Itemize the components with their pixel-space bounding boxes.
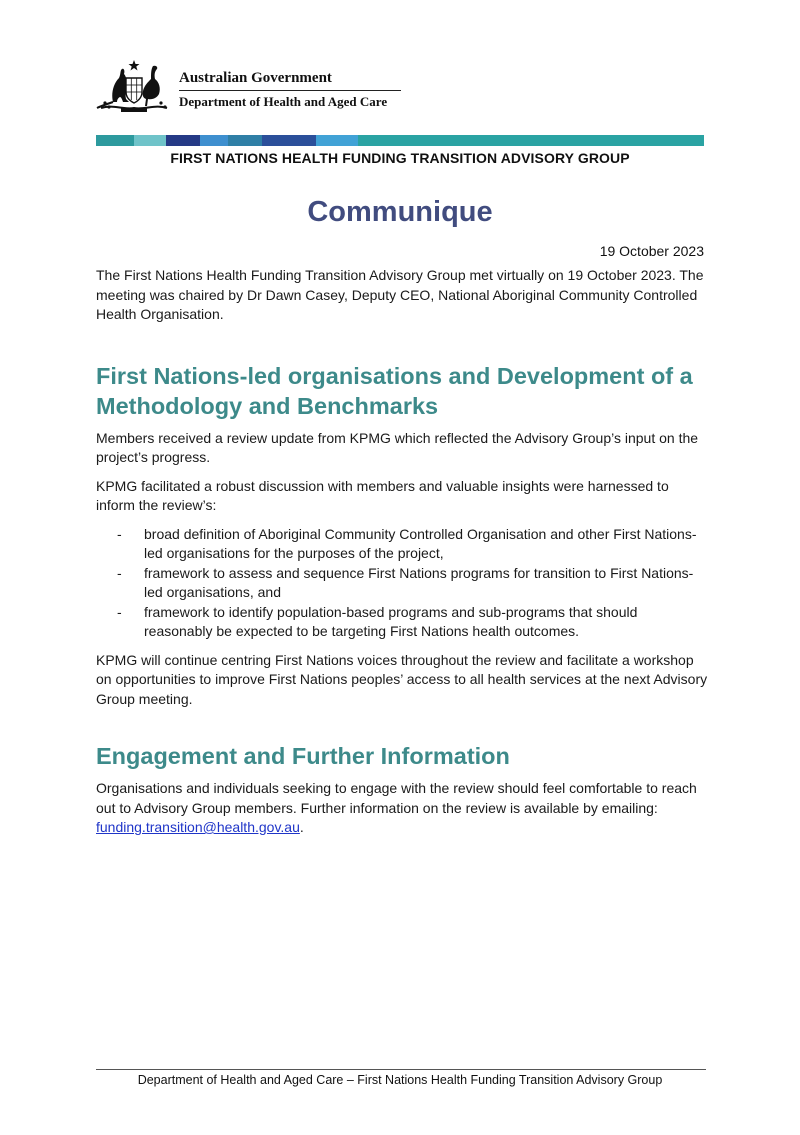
section-heading-methodology: First Nations-led organisations and Development of a Methodology and Benchmarks <box>96 362 693 419</box>
bullet-marker: - <box>117 564 122 581</box>
group-title: FIRST NATIONS HEALTH FUNDING TRANSITION ADVISORY GROUP <box>170 150 630 166</box>
list-item <box>96 564 708 603</box>
engagement-paragraph <box>96 779 708 838</box>
band-segment <box>166 135 200 146</box>
footer-divider <box>96 1069 706 1070</box>
colour-band <box>96 135 704 146</box>
band-segment <box>200 135 228 146</box>
paragraph: KPMG will continue centring First Nations voices throughout the review and facilitate a workshop on opportunities to improve First Nations peoples’ access to all health services at the next Advisory Group meeting. <box>96 651 708 707</box>
paragraph: Members received a review update from KPMG which reflected the Advisory Group’s input on the project’s progress. <box>96 429 699 465</box>
trailing-period: . <box>299 819 304 835</box>
email-link[interactable]: funding.transition@health.gov.au <box>96 819 300 835</box>
list-item <box>96 525 708 564</box>
bullet-marker: - <box>117 603 122 620</box>
list-item-text: broad definition of Aboriginal Community Controlled Organisation and other First Nations-led organisations for the purposes of the project, <box>144 525 697 561</box>
band-segment <box>134 135 166 146</box>
list-item-text: framework to assess and sequence First Nations programs for transition to First Nations-led organisations, and <box>144 564 694 600</box>
paragraph: KPMG facilitated a robust discussion with members and valuable insights were harnessed to inform the review’s: <box>96 477 669 513</box>
band-segment <box>262 135 316 146</box>
engagement-text: Organisations and individuals seeking to engage with the review should feel comfortable to reach out to Advisory Group members. Further information on the review is available by emailing: <box>96 780 697 816</box>
bullet-marker: - <box>117 525 122 542</box>
section-heading-engagement: Engagement and Further Information <box>96 743 510 769</box>
bullet-list <box>96 525 708 642</box>
page-title: Communique <box>307 196 493 228</box>
band-segment <box>96 135 134 146</box>
coat-of-arms-icon <box>95 58 173 114</box>
government-name: Australian Government <box>179 70 332 86</box>
list-item <box>96 603 708 642</box>
document-body <box>96 266 708 847</box>
document-date: 19 October 2023 <box>599 243 704 259</box>
band-segment <box>228 135 262 146</box>
band-segment <box>358 135 704 146</box>
band-segment <box>316 135 358 146</box>
intro-paragraph: The First Nations Health Funding Transition Advisory Group met virtually on 19 October 2023. The meeting was chaired by Dr Dawn Casey, Deputy CEO, National Aboriginal Community Controlled Health Organisation. <box>96 267 704 322</box>
list-item-text: framework to identify population-based programs and sub-programs that should reasonably be expected to be targeting First Nations health outcomes. <box>144 603 638 639</box>
header-divider <box>179 90 401 91</box>
footer-text: Department of Health and Aged Care – First Nations Health Funding Transition Advisory Group <box>137 1073 663 1087</box>
department-name: Department of Health and Aged Care <box>179 94 388 109</box>
